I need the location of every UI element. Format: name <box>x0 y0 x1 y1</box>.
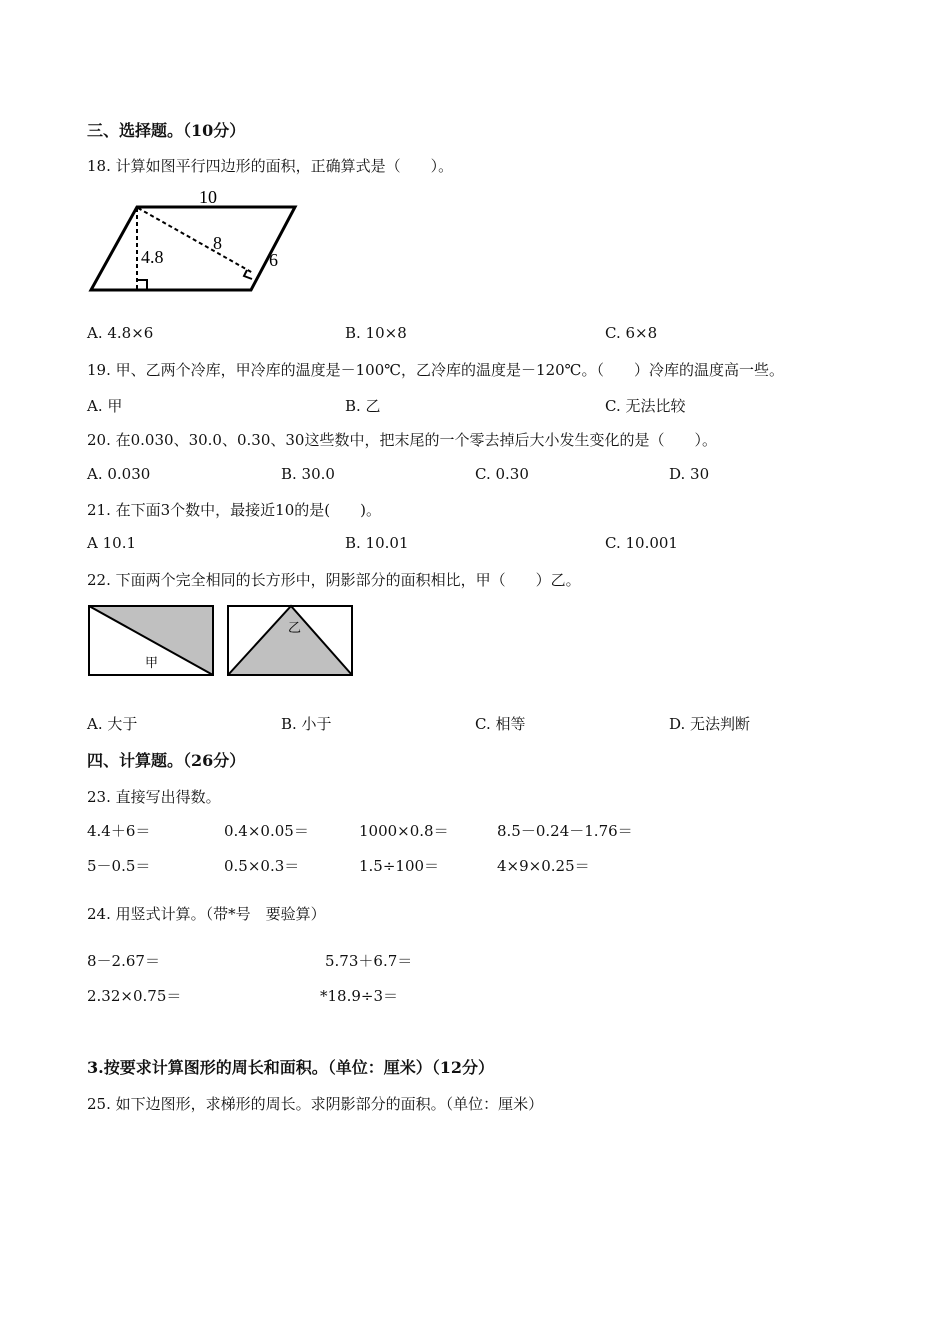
shade-yi <box>228 606 352 675</box>
q18-option-a: A. 4.8×6 <box>87 324 154 342</box>
q22-option-d: D. 无法判断 <box>669 715 751 733</box>
q24-r1-c1: 8－2.67＝ <box>87 952 160 970</box>
label-yi: 乙 <box>288 620 302 635</box>
q19-option-b: B. 乙 <box>345 397 381 415</box>
q20-option-b: B. 30.0 <box>281 465 335 483</box>
label-side-6: 6 <box>269 250 278 270</box>
q20-option-a: A. 0.030 <box>87 465 151 483</box>
question-23-text: 23. 直接写出得数。 <box>87 788 221 806</box>
section-title-choice: 三、选择题。（10分） <box>87 121 246 140</box>
question-18-text: 18. 计算如图平行四边形的面积，正确算式是（ ）。 <box>87 157 454 175</box>
question-25-text: 25. 如下边图形，求梯形的周长。求阴影部分的面积。（单位：厘米） <box>87 1095 544 1113</box>
q22-option-a: A. 大于 <box>87 715 138 733</box>
q23-r1-c2: 0.4×0.05＝ <box>224 822 309 840</box>
q24-r1-c2: 5.73＋6.7＝ <box>325 952 413 970</box>
question-20-text: 20. 在0.030、30.0、0.30、30这些数中，把末尾的一个零去掉后大小发生变化的是（ ）。 <box>87 431 717 449</box>
q23-r2-c3: 1.5÷100＝ <box>359 857 440 875</box>
q23-r2-c1: 5－0.5＝ <box>87 857 151 875</box>
q18-option-c: C. 6×8 <box>605 324 658 342</box>
section-title-shapes: 3.按要求计算图形的周长和面积。（单位：厘米）（12分） <box>87 1058 494 1077</box>
q22-option-c: C. 相等 <box>475 715 526 733</box>
q19-option-c: C. 无法比较 <box>605 397 686 415</box>
question-22-text: 22. 下面两个完全相同的长方形中，阴影部分的面积相比，甲（ ）乙。 <box>87 571 581 589</box>
q20-option-c: C. 0.30 <box>475 465 529 483</box>
label-height-4-8: 4.8 <box>141 247 164 267</box>
q23-r1-c1: 4.4＋6＝ <box>87 822 151 840</box>
question-24-text: 24. 用竖式计算。（带*号 要验算） <box>87 905 326 923</box>
q21-option-b: B. 10.01 <box>345 534 409 552</box>
q24-r2-c1: 2.32×0.75＝ <box>87 987 182 1005</box>
q19-option-a: A. 甲 <box>87 397 123 415</box>
label-top-10: 10 <box>199 187 217 207</box>
q20-option-d: D. 30 <box>669 465 710 483</box>
q23-r1-c3: 1000×0.8＝ <box>359 822 449 840</box>
q21-option-c: C. 10.001 <box>605 534 678 552</box>
label-diag-8: 8 <box>213 233 222 253</box>
q22-option-b: B. 小于 <box>281 715 332 733</box>
q23-r2-c4: 4×9×0.25＝ <box>497 857 590 875</box>
section-title-calc: 四、计算题。（26分） <box>87 751 246 770</box>
question-21-text: 21. 在下面3个数中，最接近10的是( )。 <box>87 501 381 519</box>
q18-option-b: B. 10×8 <box>345 324 407 342</box>
q23-r1-c4: 8.5－0.24－1.76＝ <box>497 822 633 840</box>
rectangles-figure <box>87 603 357 679</box>
q21-option-a: A 10.1 <box>87 534 136 552</box>
label-jia: 甲 <box>145 655 159 670</box>
parallelogram-figure <box>85 183 310 298</box>
question-19-text: 19. 甲、乙两个冷库，甲冷库的温度是－100℃，乙冷库的温度是－120℃。（ ）冷库的温度高一些。 <box>87 361 784 379</box>
q24-r2-c2: *18.9÷3＝ <box>320 987 399 1005</box>
q23-r2-c2: 0.5×0.3＝ <box>224 857 300 875</box>
parallelogram-shape <box>91 207 295 290</box>
